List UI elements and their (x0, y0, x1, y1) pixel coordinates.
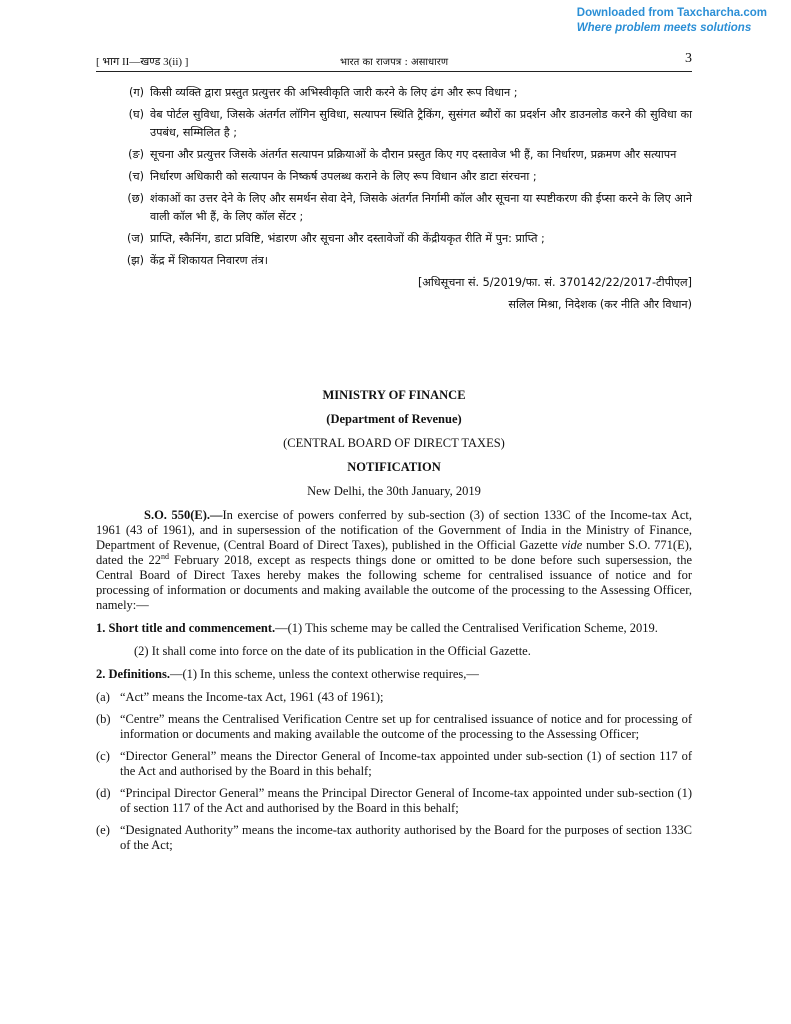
item-mark: (छ) (127, 192, 144, 205)
watermark-line-1: Downloaded from Taxcharcha.com (576, 7, 767, 19)
header-part: [ भाग II—खण्ड 3(ii) ] (96, 56, 189, 68)
list-item (96, 146, 692, 164)
definition-item (96, 786, 692, 816)
item-mark: (ज) (126, 232, 144, 245)
item-text: शंकाओं का उत्तर देने के लिए और समर्थन सेवा देने, जिसके अंतर्गत निर्गामी कॉल और सूचना या स्पष्टीकरण की ईप्सा करने के लिए आने वाली कॉल भी हैं, के लिए कॉल सेंटर ; (150, 192, 692, 223)
item-mark: (च) (128, 170, 144, 183)
so-number: S.O. 550(E).— (144, 508, 223, 522)
preamble-text: February 2018, except as respects things done or omitted to be done before such supersession, the Central Board of Direct Taxes hereby makes the following scheme for centralised issuance of notice and for processing of information or documents and making available the outcome of the processing to the Assessing Officer, namely:— (96, 553, 692, 612)
header-gazette-title: भारत का राजपत्र : असाधारण (339, 57, 449, 68)
item-mark: (घ) (128, 108, 144, 121)
section-text: —(1) This scheme may be called the Centralised Verification Scheme, 2019. (275, 621, 658, 635)
definition-text: “Designated Authority” means the income-tax authority authorised by the Board for the purposes of section 133C of the Act; (120, 823, 692, 852)
item-text: निर्धारण अधिकारी को सत्यापन के निष्कर्ष उपलब्ध कराने के लिए रूप विधान और डाटा संरचना ; (150, 170, 537, 183)
definition-text: “Director General” means the Director General of Income-tax appointed under sub-section (1) of section 117 of the Act and authorised by the Board in this behalf; (120, 749, 692, 778)
section-heading: 2. Definitions. (96, 667, 170, 681)
definition-text: “Principal Director General” means the Principal Director General of Income-tax appointed under sub-section (1) of section 117 of the Act and authorised by the Board in this behalf; (120, 786, 692, 815)
section-text: —(1) In this scheme, unless the context otherwise requires,— (169, 667, 479, 681)
date-superscript: nd (160, 551, 169, 561)
watermark (577, 6, 767, 36)
definition-mark: (d) (96, 786, 111, 800)
item-text: किसी व्यक्ति द्वारा प्रस्तुत प्रत्युत्तर की अभिस्वीकृति जारी करने के लिए ढंग और रूप विधान ; (150, 86, 518, 99)
hindi-signatory: सलिल मिश्रा, निदेशक (कर नीति और विधान) (508, 298, 692, 311)
definition-mark: (a) (96, 690, 110, 704)
definition-item (96, 712, 692, 742)
header-rule (96, 71, 692, 72)
definition-item (96, 749, 692, 779)
hindi-section (96, 84, 692, 314)
preamble-paragraph (96, 508, 692, 613)
item-text: प्राप्ति, स्कैनिंग, डाटा प्रविष्टि, भंडारण और सूचना और दस्तावेजों की केंद्रीयकृत रीति में पुन: प्राप्ति ; (150, 232, 545, 245)
definition-item (96, 823, 692, 853)
board-heading: (CENTRAL BOARD OF DIRECT TAXES) (283, 436, 505, 450)
watermark-line-2: Where problem meets solutions (576, 22, 752, 34)
section-heading: 1. Short title and commencement. (96, 621, 276, 635)
definition-text: “Act” means the Income-tax Act, 1961 (43 of 1961); (120, 690, 384, 704)
item-mark: (ग) (128, 86, 144, 99)
section-2 (96, 667, 692, 682)
section-1 (96, 621, 692, 636)
section-1-sub-2: (2) It shall come into force on the date of its publication in the Official Gazette. (134, 644, 531, 658)
definition-mark: (b) (96, 712, 111, 726)
list-item (96, 168, 692, 186)
item-mark: (झ) (126, 254, 144, 267)
item-text: केंद्र में शिकायत निवारण तंत्र। (150, 254, 268, 267)
definition-item (96, 690, 692, 705)
item-text: वेब पोर्टल सुविधा, जिसके अंतर्गत लॉगिन सुविधा, सत्यापन स्थिति ट्रैकिंग, सुसंगत ब्यौरों का प्रदर्शन और डाउनलोड करने की सुविधा का उपबंध, सम्मिलित है ; (150, 108, 692, 139)
definition-mark: (c) (96, 749, 110, 763)
list-item (96, 230, 692, 248)
list-item (96, 106, 692, 142)
item-mark: (ङ) (128, 148, 144, 161)
place-date: New Delhi, the 30th January, 2019 (307, 484, 481, 498)
page-number: 3 (685, 51, 692, 66)
list-item (96, 84, 692, 102)
preamble-text: In exercise of powers conferred by sub-section (3) of section 133C of the Income-tax Act, 1961 (43 of 1961), and in supersession of the notification of the Government of India in the Ministry of Finance, Department of Revenue, (Central Board of Direct Taxes), published in the Official Gazette (96, 508, 692, 552)
list-item (96, 252, 692, 270)
english-notification (96, 388, 692, 860)
list-item (96, 190, 692, 226)
hindi-notification-ref: [अधिसूचना सं. 5/2019/फा. सं. 370142/22/2017-टीपीएल] (417, 276, 692, 289)
notification-title: NOTIFICATION (347, 460, 441, 474)
preamble-vide: vide (561, 538, 583, 552)
definition-text: “Centre” means the Centralised Verification Centre set up for centralised issuance of notice and for processing of information or documents and making available the outcome of the processing to the Assessing Officer; (120, 712, 692, 741)
definition-mark: (e) (96, 823, 110, 837)
item-text: सूचना और प्रत्युत्तर जिसके अंतर्गत सत्यापन प्रक्रियाओं के दौरान प्रस्तुत किए गए दस्तावेज भी हैं, का निर्धारण, प्रक्रमण और सत्यापन (150, 148, 677, 161)
preamble-text: number S.O. 771(E), dated the 22 (96, 538, 692, 567)
page-header (96, 52, 692, 70)
ministry-heading: MINISTRY OF FINANCE (322, 388, 466, 402)
department-heading: (Department of Revenue) (326, 412, 462, 426)
